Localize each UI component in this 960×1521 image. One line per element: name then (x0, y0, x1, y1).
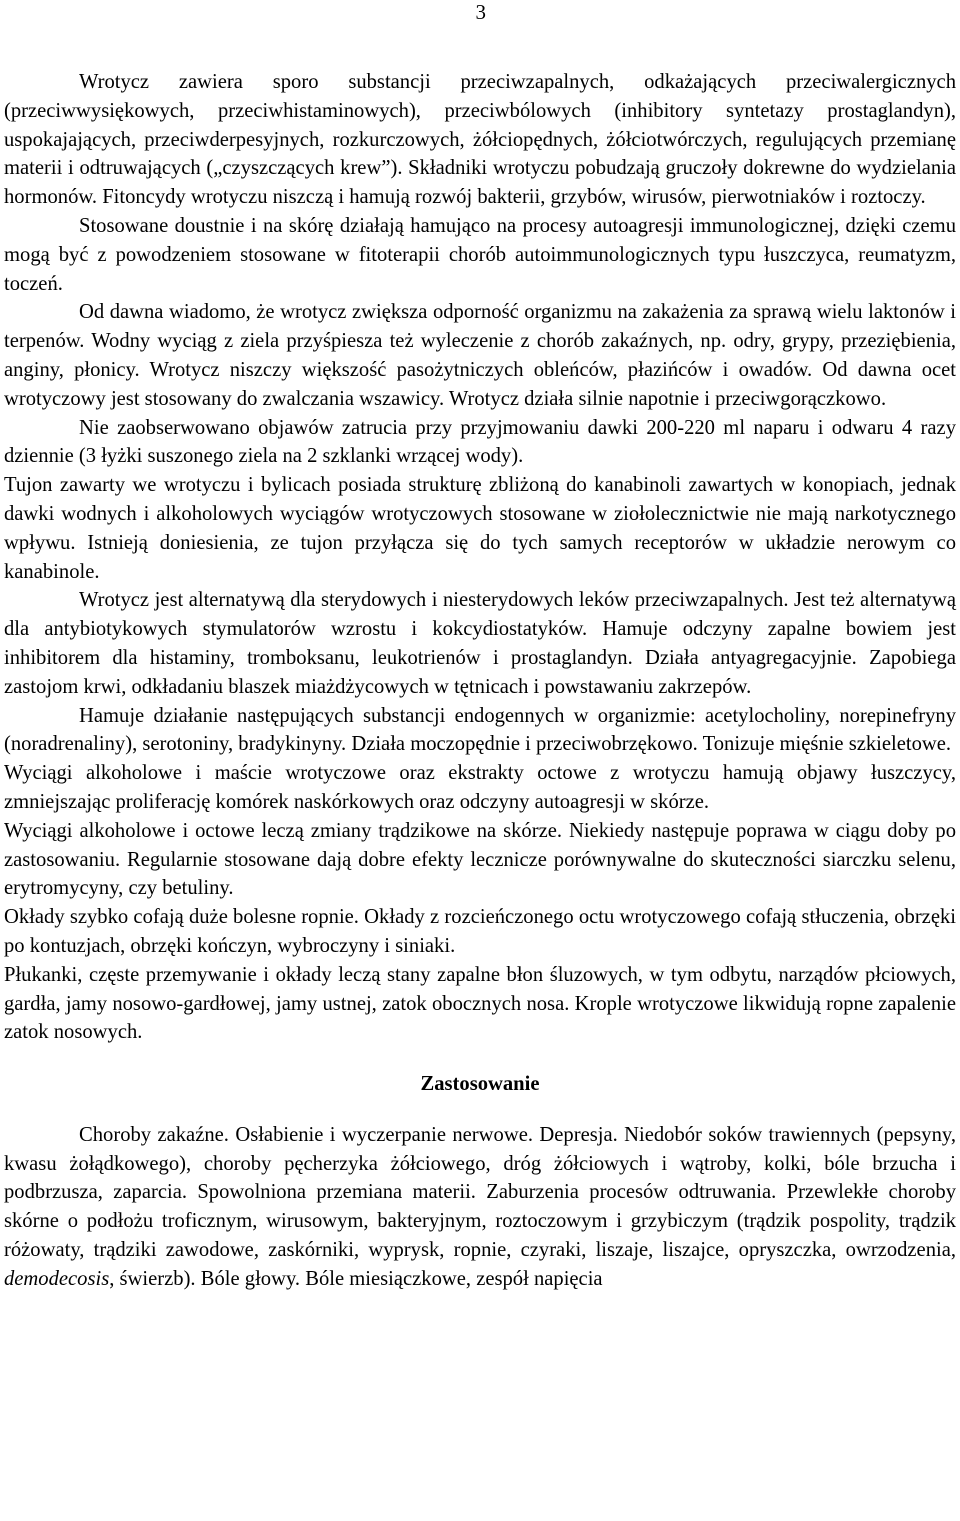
section-heading: Zastosowanie (420, 1073, 540, 1096)
paragraph-autoimmune: Stosowane doustnie i na skórę działają hamująco na procesy autoagresji immunologicznej, dzięki czemu mogą być z powodzeniem stosowane w fitoterapii chorób autoimmunologicznych typu łuszczyca, reumatyzm, toczeń. (4, 214, 956, 295)
document-body (4, 68, 956, 1294)
page-number: 3 (475, 0, 486, 24)
paragraph-immunity: Od dawna wiadomo, że wrotycz zwiększa odporność organizmu na zakażenia za sprawą wielu laktonów i terpenów. Wodny wyciąg z ziela przyśpiesza też wyleczenie z chorób zakaźnych, np. odry, grypy, przeziębienia, anginy, płonicy. Wrotycz niszczy większość pasożytniczych obleńców, płazińców i owadów. Od dawna ocet wrotyczowy jest stosowany do zwalczania wszawicy. Wrotycz działa silnie napotnie i przeciwgorączkowo. (4, 301, 956, 410)
paragraph-acne: Wyciągi alkoholowe i octowe leczą zmiany trądzikowe na skórze. Niekiedy następuje poprawa w ciągu doby po zastosowaniu. Regularnie stosowane dają dobre efekty lecznicze porównywalne do skuteczności siarczku selenu, erytromycyny, czy betuliny. (4, 819, 956, 900)
applications-text-start: Choroby zakaźne. Osłabienie i wyczerpanie nerwowe. Depresja. Niedobór soków trawiennych (pepsyny, kwasu żołądkowego), choroby pęcherzyka żółciowego, dróg żółciowych i wątroby, kolki, bóle brzucha i podbrzusza, zaparcia. Spowolniona przemiana materii. Zaburzenia procesów odtruwania. Przewlekłe choroby skórne o podłożu troficznym, wirusowym, bakteryjnym, roztoczowym i grzybiczym (trądzik pospolity, trądzik różowaty, trądziki zawodowe, zaskórniki, wyprysk, ropnie, czyraki, liszaje, liszajce, opryszczka, owrzodzenia, (4, 1123, 956, 1262)
paragraph-psoriasis: Wyciągi alkoholowe i maście wrotyczowe oraz ekstrakty octowe z wrotyczu hamują objawy łuszczycy, zmniejszając proliferację komórek naskórkowych oraz odczyny autoagresji w skórze. (4, 762, 956, 813)
paragraph-compresses: Okłady szybko cofają duże bolesne ropnie. Okłady z rozcieńczonego octu wrotyczowego cofają stłuczenia, obrzęki po kontuzjach, obrzęki kończyn, wybroczyny i siniaki. (4, 906, 956, 957)
paragraph-thujone: Tujon zawarty we wrotyczu i bylicach posiada strukturę zbliżoną do kanabinoli zawartych w konopiach, jednak dawki wodnych i alkoholowych wyciągów wrotyczowych stosowane w ziołolecznictwie nie mają narkotycznego wpływu. Istnieją doniesienia, ze tujon przyłącza się do tych samych receptorów w układzie nerowym co kanabinole. (4, 474, 956, 583)
paragraph-endogenous: Hamuje działanie następujących substancji endogennych w organizmie: acetylocholiny, norepinefryny (noradrenaliny), serotoniny, bradykinyny. Działa moczopędnie i przeciwobrzękowo. Tonizuje mięśnie szkieletowe. (4, 704, 956, 756)
italic-term: demodecosis (4, 1267, 110, 1290)
paragraph-rinses: Płukanki, częste przemywanie i okłady leczą stany zapalne błon śluzowych, w tym odbytu, narządów płciowych, gardła, jamy nosowo-gardłowej, jamy ustnej, zatok obocznych nosa. Krople wrotyczowe likwidują ropne zapalenie zatok nosowych. (4, 963, 956, 1044)
paragraph-applications (4, 1121, 956, 1294)
paragraph-anti-inflammatory: Wrotycz jest alternatywą dla sterydowych i niesterydowych leków przeciwzapalnych. Jest też alternatywą dla antybiotykowych stymulatorów wzrostu i kokcydiostatyków. Hamuje odczyny zapalne bowiem jest inhibitorem dla histaminy, tromboksanu, leukotrienów i prostaglandyn. Działa antyagregacyjnie. Zapobiega zastojom krwi, odkładaniu blaszek miażdżycowych w tętnicach i powstawaniu zakrzepów. (4, 589, 956, 698)
applications-text-end: , świerzb). Bóle głowy. Bóle miesiączkowe, zespół napięcia (109, 1267, 603, 1290)
paragraph-dosage: Nie zaobserwowano objawów zatrucia przy przyjmowaniu dawki 200-220 ml naparu i odwaru 4 razy dziennie (3 łyżki suszonego ziela na 2 szklanki wrzącej wody). (4, 416, 956, 468)
paragraph-composition: Wrotycz zawiera sporo substancji przeciwzapalnych, odkażających przeciwalergicznych (przeciwwysiękowych, przeciwhistaminowych), przeciwbólowych (inhibitory syntetazy prostaglandyn), uspokajających, przeciwderpesyjnych, rozkurczowych, żółciopędnych, żółciotwórczych, regulujących przemianę materii i odtruwających („czyszczących krew”). Składniki wrotyczu pobudzają gruczoły dokrewne do wydzielania hormonów. Fitoncydy wrotyczu niszczą i hamują rozwój bakterii, grzybów, wirusów, pierwotniaków i roztoczy. (4, 71, 956, 209)
